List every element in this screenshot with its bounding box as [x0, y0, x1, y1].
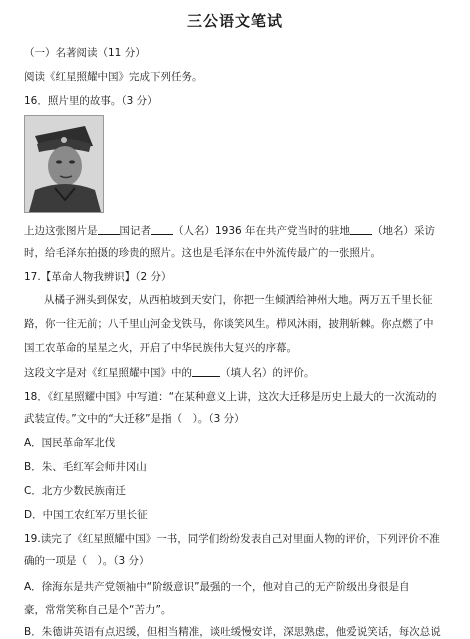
q18-option-c: C．北方少数民族南迁: [24, 485, 126, 497]
page-title: 三公语文笔试: [186, 12, 283, 30]
q19-option-a-line-1: A．徐海东是共产党领袖中“阶级意识”最强的一个，他对自己的无产阶级出身很是自: [24, 581, 410, 593]
question-16-line-2: 时，给毛泽东拍摄的珍贵的照片。这也是毛泽东在中外流传最广的一张照片。: [24, 247, 381, 259]
q18-option-a: A．国民革命军北伐: [24, 437, 116, 449]
question-19-line-2: 确的一项是（ ）。（3 分）: [24, 555, 150, 567]
q19-option-b-line-1: B．朱德讲英语有点迟缓，但相当精准，谈吐缓慢安详，深思熟虑，他爱说笑话，每次总说: [24, 626, 441, 638]
blank-country[interactable]: [98, 224, 120, 235]
q17-ask-a: 这段文字是对《红星照耀中国》中的: [24, 367, 192, 379]
question-16-line-1: [24, 224, 450, 238]
q18-option-b: B．朱、毛红军会师井冈山: [24, 461, 147, 473]
question-17-ask: [24, 366, 450, 380]
q16-text-a: 上边这张图片是: [24, 225, 98, 237]
blank-reporter-name[interactable]: [151, 224, 173, 235]
question-16-heading: 16．照片里的故事。（3 分）: [24, 95, 158, 107]
q16-text-b: 国记者: [119, 225, 151, 237]
question-17-heading: 17.【革命人物我辨识】（2 分）: [24, 271, 172, 283]
section-heading: （一）名著阅读（11 分）: [24, 47, 146, 59]
portrait-illustration: [25, 116, 103, 212]
reading-instruction: 阅读《红星照耀中国》完成下列任务。: [24, 71, 203, 83]
q19-option-a-line-2: 豪，常常笑称自己是个“苦力”。: [24, 604, 172, 616]
blank-person-name[interactable]: [192, 366, 220, 377]
blank-place-name[interactable]: [350, 224, 372, 235]
question-18-line-1: 18．《红星照耀中国》中写道：“在某种意义上讲，这次大迁移是历史上最大的一次流动的: [24, 391, 437, 403]
q17-passage-line-2: 路，你一往无前；八千里山河金戈铁马，你谈笑风生。栉风沐雨，披荆斩棘。你点燃了中: [24, 318, 434, 330]
q17-passage-line-3: 国工农革命的星星之火，开启了中华民族伟大复兴的序幕。: [24, 342, 297, 354]
portrait-photo: [24, 115, 104, 213]
question-18-line-2: 武装宣传。”文中的“大迁移”是指（ ）。（3 分）: [24, 413, 245, 425]
q18-option-d: D．中国工农红军万里长征: [24, 509, 148, 521]
q16-text-c: （人名）1936 年在共产党当时的驻地: [173, 225, 351, 237]
q17-passage-line-1: 从橘子洲头到保安，从西柏坡到天安门，你把一生倾洒给神州大地。两万五千里长征: [44, 294, 433, 306]
q16-text-d: （地名）采访: [372, 225, 436, 237]
question-19-line-1: 19.读完了《红星照耀中国》一书，同学们纷纷发表自己对里面人物的评价，下列评价不准: [24, 533, 440, 545]
q17-ask-b: （填人名）的评价。: [220, 367, 315, 379]
